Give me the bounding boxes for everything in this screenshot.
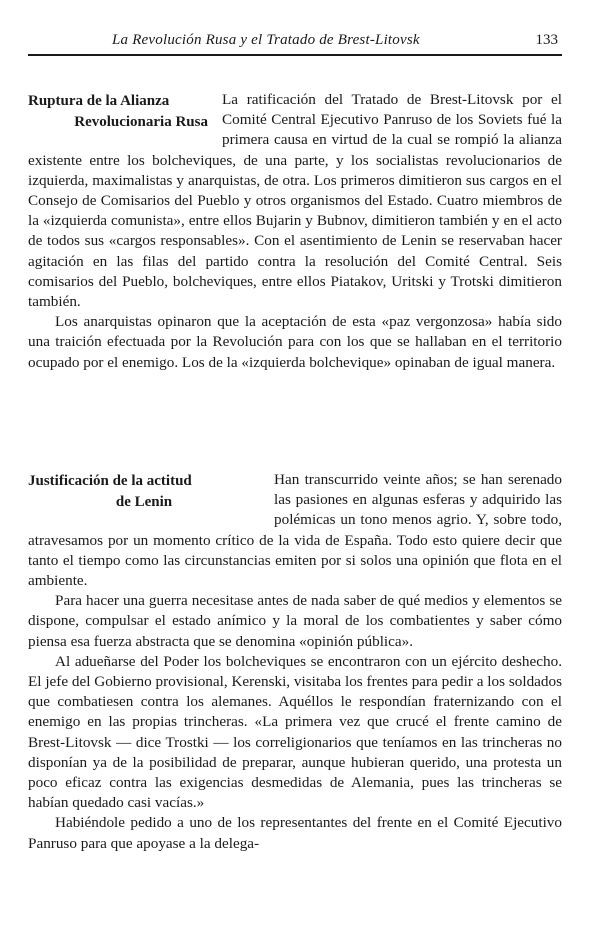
paragraph: La ratificación del Tratado de Brest-Litovsk por el Comité Central Ejecutivo Panruso de los Soviets fué la primera causa en virtud de la cual se rompió la alianza existente entre los bolcheviques, de una parte, y los socialistas revolucionarios de izquierda, maximalistas y anarquistas, de otra. Los primeros dimitieron sus cargos en el Consejo de Comisarios del Pueblo y otros organismos del Estado. Cuatro miembros de la «izquierda comunista», entre ellos Bujarin y Bubnov, dimitieron también y en el acto de todos sus «cargos responsables». Con el asentimiento de Lenin se reservaban hacer agitación en las filas del partido contra la resolución del Comité Central. Seis comisarios del Pueblo, bolcheviques, entre ellos Piatakov, Uritski y Trotski dimitieron también. <box>28 91 562 311</box>
paragraph: Los anarquistas opinaron que la aceptación de esta «paz vergonzosa» había sido una traición efectuada por la Revolución para con los que se hallaban en el territorio ocupado por el enemigo. Los de la «izquierda bolchevique» opinaban de igual manera. <box>28 313 562 371</box>
paragraph: Para hacer una guerra necesitase antes de nada saber de qué medios y elementos se dispone, compulsar el estado anímico y la moral de los combatientes y saber cómo piensa esa fuerza abstracta que se denomina «opinión pública». <box>28 592 562 650</box>
paragraph: Han transcurrido veinte años; se han serenado las pasiones en algunas esferas y adquirido las polémicas un tono menos agrio. Y, sobre todo, atravesamos por un momento crítico de la vida de España. Todo esto quiere decir que tanto el tiempo como las circunstancias emiten por si solos una opinión que flota en el ambiente. <box>28 471 562 590</box>
section-heading <box>28 471 260 513</box>
section-heading-line: Justificación de la actitud <box>28 473 192 489</box>
section-heading <box>28 91 208 133</box>
page-number: 133 <box>535 32 558 48</box>
section-ruptura-alianza <box>28 90 562 373</box>
section-heading-line: de Lenin <box>115 494 173 510</box>
paragraph: Al adueñarse del Poder los bolcheviques se encontraron con un ejército deshecho. El jefe del Gobierno provisional, Kerenski, visitaba los frentes para pedir a los soldados que combatiesen contra los alemanes. Aquéllos le respondían fraternizando con el enemigo en las propias trincheras. «La primera vez que crucé el frente camino de Brest-Litovsk — dice Trostki — los correligionarios que teníamos en las trincheras no disponían ya de la posibilidad de preparar, aunque hubieran querido, una protesta un poco eficaz contra las exigencias desmedidas de Alemania, pues las trincheras se habían quedado casi vacías.» <box>28 652 562 812</box>
running-header <box>28 30 562 56</box>
section-justificacion-lenin <box>28 470 562 854</box>
section-heading-line: Revolucionaria Rusa <box>74 114 208 130</box>
running-title: La Revolución Rusa y el Tratado de Brest-Litovsk <box>112 32 420 48</box>
paragraph: Habiéndole pedido a uno de los representantes del frente en el Comité Ejecutivo Panruso para que apoyase a la delega- <box>28 814 562 852</box>
section-heading-line: Ruptura de la Alianza <box>28 93 170 109</box>
